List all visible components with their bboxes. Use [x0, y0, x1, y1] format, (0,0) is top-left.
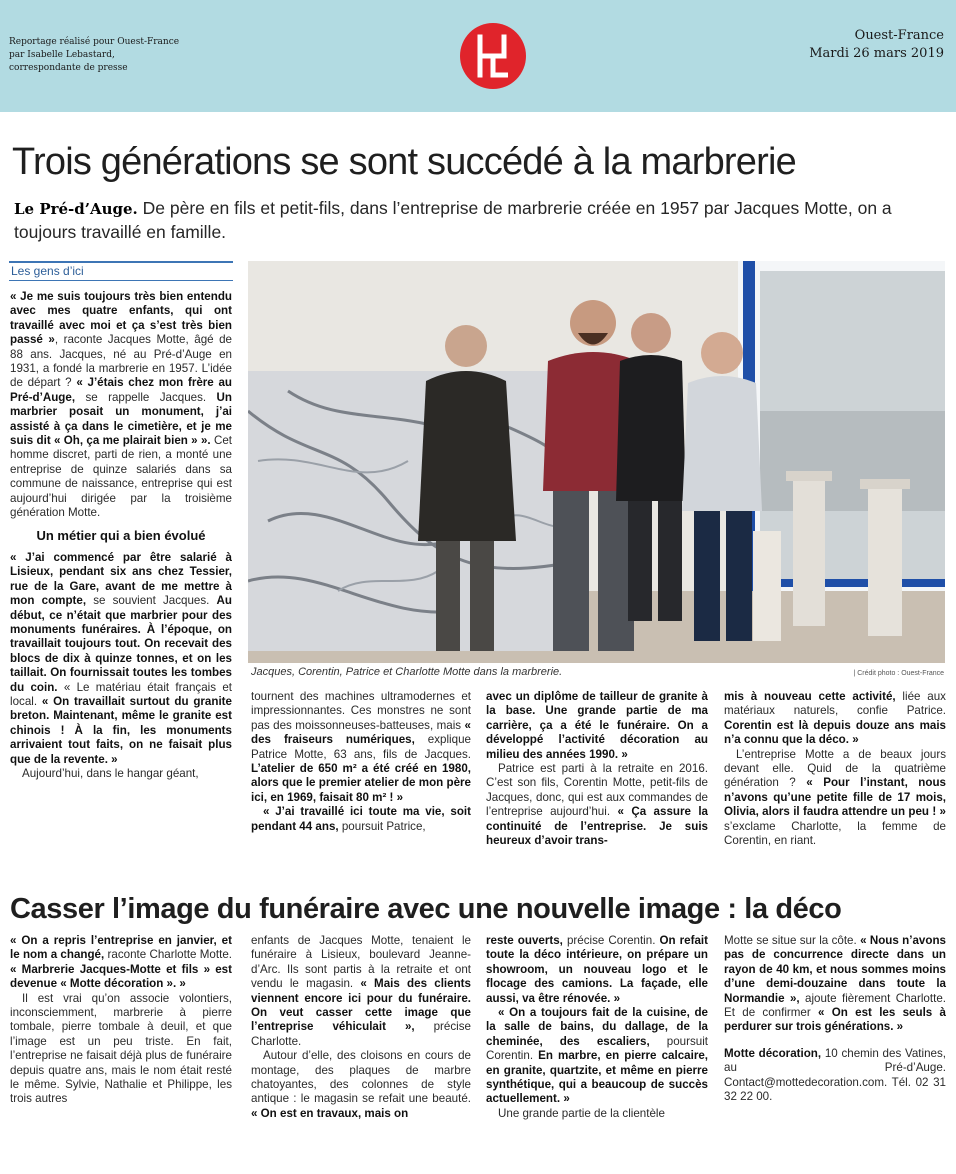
ouest-france-logo: [460, 23, 526, 89]
text: précise Charlotte.: [251, 1020, 471, 1048]
photo-credit: | Crédit photo : Ouest-France: [853, 670, 944, 677]
quote: « Je me suis toujours très bien entendu avec mes quatre enfants, qui ont travaillé avec moi et ça s’est très bien passé »: [10, 290, 232, 347]
header-banner: [0, 0, 956, 112]
paragraph: [10, 551, 232, 767]
article-column-1: [10, 290, 232, 781]
quote: L’atelier de 650 m² a été créé en 1980, alors que le premier atelier de mon père ici, en 1969, faisait 80 m² ! »: [251, 762, 471, 804]
quote: « On est en travaux, mais on: [251, 1106, 409, 1120]
text: Patrice est parti à la retraite en 2016. C’est son fils, Corentin Motte, petit-fils de Jacques, donc, qui est aux commandes de l’entreprise aujourd’hui.: [486, 762, 708, 819]
dateline-place: Le Pré-d’Auge.: [14, 200, 138, 218]
article-headline: Trois générations se sont succédé à la marbrerie: [12, 141, 796, 183]
secondary-column-4: [724, 934, 946, 1104]
text: Autour d’elle, des cloisons en cours de montage, des plaques de marbre chatoyantes, des colonnes de style antique : le magasin se refait une beauté.: [251, 1049, 471, 1106]
paragraph: [251, 934, 471, 1049]
quote: « Ça assure la continuité de l’entreprise. Je suis heureux d’avoir trans-: [486, 805, 708, 848]
text: , raconte Jacques Motte, âgé de 88 ans. Jacques, né au Pré-d’Auge en 1931, a fondé la marbrerie en 1957. L’idée de départ ?: [10, 333, 233, 390]
text: poursuit Patrice,: [338, 819, 426, 833]
quote: avec un diplôme de tailleur de granite à la base. Une grande partie de ma carrière, ça a été le funéraire. On a développé l’activité décoration au milieu des années 1990. »: [486, 690, 708, 761]
photo-caption: Jacques, Corentin, Patrice et Charlotte Motte dans la marbrerie.: [251, 666, 563, 678]
text: tournent des machines ultramodernes et impressionnantes. Ces monstres ne sont pas des moissonneuses-batteuses, mais: [251, 690, 471, 732]
quote: « Nous n’avons pas de concurrence directe dans un rayon de 40 km, et nous sommes moins d’une demi-douzaine dans toute la Normandie »,: [724, 934, 946, 1005]
quote: « On travaillait surtout du granite breton. Maintenant, même le granite est chinois ! À la fin, les monuments arrivaient tout faits, on ne faisait plus que de la revente. »: [10, 694, 232, 766]
reporter-credit: [9, 36, 209, 75]
article-deck: [14, 197, 944, 244]
paragraph: [486, 934, 708, 1006]
quote: En marbre, en pierre calcaire, en granite, quartzite, et même en pierre synthétique, qui a beaucoup de succès actuellement. »: [486, 1049, 709, 1106]
quote: « Pour l’instant, nous n’avons qu’une petite fille de 17 mois, Olivia, alors il faudra attendre un peu ! »: [724, 776, 946, 819]
text: s’exclame Charlotte, la femme de Corentin, en riant.: [724, 819, 946, 848]
quote: mis à nouveau cette activité,: [724, 690, 896, 703]
text: ajoute fièrement Charlotte. Et de confirmer: [724, 991, 946, 1020]
paragraph: [251, 805, 471, 834]
text: « Le matériau était français et local.: [10, 680, 232, 708]
business-name: Motte décoration,: [724, 1046, 822, 1060]
quote: Au début, ce n’était que marbrier pour des monuments funéraires. À l’époque, on travaillait toujours tout. On recevait des blocs de dix à quinze tonnes, et on les taillait. On fournissait toutes les tombes du coin.: [10, 594, 232, 694]
quote: reste ouverts,: [486, 934, 563, 947]
credit-line: par Isabelle Lebastard,: [9, 50, 115, 60]
paragraph: Une grande partie de la clientèle: [498, 1106, 665, 1120]
paragraph: [724, 690, 946, 748]
text: précise Corentin.: [562, 934, 660, 947]
credit-line: correspondante de presse: [9, 63, 128, 73]
article-photo: [248, 261, 945, 663]
quote: Corentin est là depuis douze ans mais n’a connu que la déco. »: [724, 718, 946, 747]
text: 10 chemin des Vatines, au Pré-d’Auge. Contact@mottedecoration.com. Tél. 02 31 32 22 00.: [724, 1046, 946, 1104]
text: Cet homme discret, parti de rien, a monté une entreprise de quinze salariés dans sa commune de naissance, entreprise qui est aujourd’hui dirigée par la troisième génération Motte.: [10, 434, 232, 520]
subheading: Un métier qui a bien évolué: [36, 527, 206, 543]
paragraph: [251, 1049, 471, 1121]
publication-date: Mardi 26 mars 2019: [809, 46, 944, 61]
text: se souvient Jacques.: [86, 594, 217, 608]
credit-line: Reportage réalisé pour Ouest-France: [9, 37, 180, 47]
secondary-column-3: [486, 934, 708, 1121]
text: Motte se situe sur la côte.: [724, 934, 861, 947]
secondary-headline: Casser l’image du funéraire avec une nouvelle image : la déco: [10, 893, 842, 925]
paragraph: [251, 690, 471, 805]
text: se rappelle Jacques.: [75, 390, 217, 404]
quote: « J’étais chez mon frère au Pré-d’Auge,: [10, 376, 232, 404]
quote: « On a toujours fait de la cuisine, de la salle de bains, du dallage, de la cheminée, des escaliers,: [486, 1006, 708, 1048]
quote: Un marbrier posait un monument, j’ai assisté à ça dans le cimetière, et je me suis dit « Oh, ça me plairait bien » ».: [10, 390, 232, 448]
quote: « J’ai travaillé ici toute ma vie, soit pendant 44 ans,: [251, 805, 471, 833]
paragraph: [724, 934, 946, 1035]
secondary-column-1: [10, 934, 232, 1107]
text: liée aux matériaux naturels, confie Patrice.: [724, 690, 946, 718]
article-column-2: [251, 690, 471, 834]
section-rubric: Les gens d’ici: [9, 261, 233, 281]
paragraph: [10, 934, 232, 992]
quote: « des fraiseurs numériques,: [251, 718, 471, 747]
article-column-4: [724, 690, 946, 848]
text: raconte Charlotte Motte.: [104, 948, 232, 962]
paragraph: [486, 1006, 708, 1107]
contact-info: [724, 1047, 946, 1105]
quote: « On a repris l’entreprise en janvier, et le nom a changé,: [10, 934, 232, 962]
paragraph: Il est vrai qu’on associe volontiers, inconsciemment, marbrerie à pierre tombale, pierre tombale à deuil, et que l’image est un peu triste. En fait, l’entreprise ne faisait déjà plus de funéraire depuis quatre ans, mais le nom était resté le même. Sylvie, Nathalie et Philippe, les trois autres: [10, 991, 232, 1106]
quote: « Marbrerie Jacques-Motte et fils » est devenue « Motte décoration ». »: [10, 962, 232, 991]
publication-info: [809, 27, 944, 63]
quote: « J’ai commencé par être salarié à Lisieux, pendant six ans chez Tessier, rue de la Gare, avant de me mettre à mon compte,: [10, 550, 232, 608]
text: L’entreprise Motte a de beaux jours devant elle. Quid de la quatrième génération ?: [724, 747, 946, 790]
deck-text: De père en fils et petit-fils, dans l’entreprise de marbrerie créée en 1957 par Jacques Motte, on a toujours travaillé en famille.: [14, 198, 892, 242]
text: enfants de Jacques Motte, tenaient le funéraire à Lisieux, boulevard Jeanne-d’Arc. Ils sont partis à la retraite et ont vendu le magasin.: [251, 934, 471, 991]
text: poursuit Corentin.: [486, 1034, 708, 1063]
text: explique Patrice Motte, 63 ans, fils de Jacques.: [251, 733, 471, 761]
paragraph: [486, 762, 708, 848]
quote: « Mais des clients viennent encore ici pour du funéraire. On veut casser cette image que l’entreprise véhiculait »,: [251, 977, 471, 1034]
paragraph: [10, 290, 232, 521]
publication-name: Ouest-France: [854, 28, 944, 43]
paragraph: [724, 748, 946, 849]
secondary-column-2: [251, 934, 471, 1121]
quote: On refait toute la déco intérieure, on prépare un showroom, un nouveau logo et le flocage des camions. La façade, elle aussi, va être rénovée. »: [486, 934, 708, 1005]
paragraph: [486, 690, 708, 762]
article-column-3: [486, 690, 708, 848]
paragraph: Aujourd’hui, dans le hangar géant,: [22, 767, 199, 780]
quote: « On est les seuls à perdurer sur trois générations. »: [724, 1006, 946, 1034]
